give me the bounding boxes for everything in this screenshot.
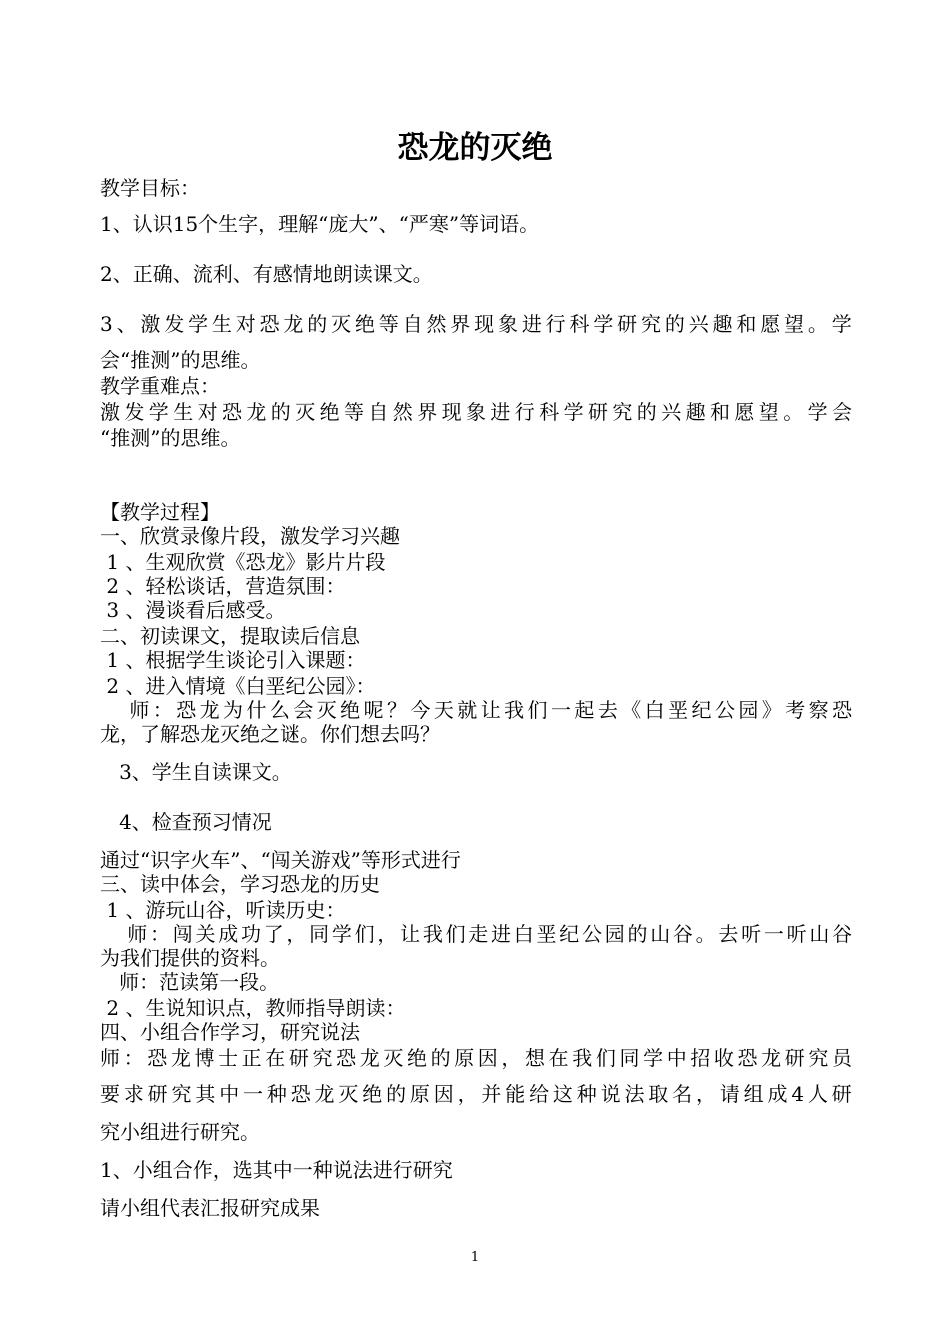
text-line-part-4-2: 请小组代表汇报研究成果 — [100, 1196, 320, 1220]
text-line-part-3: 三、读中体会，学习恐龙的历史 — [100, 872, 380, 896]
text-line-part-2-1: 1 、根据学生谈论引入课题： — [100, 648, 366, 672]
text-line-goal-3a: 3、激发学生对恐龙的灭绝等自然界现象进行科学研究的兴趣和愿望。学 — [100, 312, 856, 336]
text-line-goal-heading: 教学目标： — [100, 176, 200, 200]
text-line-part-4-a: 师：恐龙博士正在研究恐龙灭绝的原因，想在我们同学中招收恐龙研究员 — [100, 1046, 856, 1070]
document-title: 恐龙的灭绝 — [397, 130, 553, 166]
text-line-part-2-2-b: 龙，了解恐龙灭绝之谜。你们想去吗？ — [100, 722, 440, 746]
text-line-part-2-4: 4、检查预习情况 — [100, 810, 272, 834]
text-line-process-heading: 【教学过程】 — [100, 500, 220, 524]
text-line-key-1a: 激发学生对恐龙的灭绝等自然界现象进行科学研究的兴趣和愿望。学会 — [100, 400, 857, 424]
text-line-goal-2: 2、正确、流利、有感情地朗读课文。 — [100, 262, 433, 286]
text-line-goal-1: 1、认识15个生字，理解“庞大”、“严寒”等词语。 — [100, 212, 540, 236]
text-line-part-3-1-c: 师：范读第一段。 — [100, 970, 280, 994]
text-line-part-2-3: 3、学生自读课文。 — [100, 760, 292, 784]
text-line-key-1b: “推测”的思维。 — [100, 426, 241, 450]
text-line-part-4-c: 究小组进行研究。 — [100, 1120, 260, 1144]
text-line-part-4-1: 1、小组合作，选其中一种说法进行研究 — [100, 1158, 453, 1182]
text-line-part-3-1-a: 师：闯关成功了，同学们，让我们走进白垩纪公园的山谷。去听一听山谷 — [100, 922, 855, 946]
text-line-part-1-2: 2 、轻松谈话，营造氛围： — [100, 574, 346, 598]
text-line-part-1-3: 3 、漫谈看后感受。 — [100, 598, 286, 622]
text-line-part-1: 一、欣赏录像片段，激发学习兴趣 — [100, 524, 400, 548]
text-line-part-3-1: 1 、游玩山谷，听读历史： — [100, 898, 346, 922]
text-line-part-3-2: 2 、生说知识点，教师指导朗读： — [100, 996, 406, 1020]
text-line-key-heading: 教学重难点： — [100, 374, 220, 398]
text-line-part-4: 四、小组合作学习，研究说法 — [100, 1020, 360, 1044]
text-line-part-3-1-b: 为我们提供的资料。 — [100, 946, 280, 970]
text-line-part-2-2-a: 师：恐龙为什么会灭绝呢？今天就让我们一起去《白垩纪公园》考察恐 — [100, 698, 856, 722]
text-line-part-4-b: 要求研究其中一种恐龙灭绝的原因，并能给这种说法取名，请组成4人研 — [100, 1082, 856, 1106]
text-line-goal-3b: 会“推测”的思维。 — [100, 348, 261, 372]
text-line-part-1-1: 1 、生观欣赏《恐龙》影片片段 — [100, 550, 386, 574]
text-line-part-2: 二、初读课文，提取读后信息 — [100, 624, 360, 648]
text-line-part-2-2: 2 、进入情境《白垩纪公园》： — [100, 674, 376, 698]
page-number: 1 — [470, 1250, 480, 1265]
text-line-part-2-4-a: 通过“识字火车”、“闯关游戏”等形式进行 — [100, 848, 461, 872]
